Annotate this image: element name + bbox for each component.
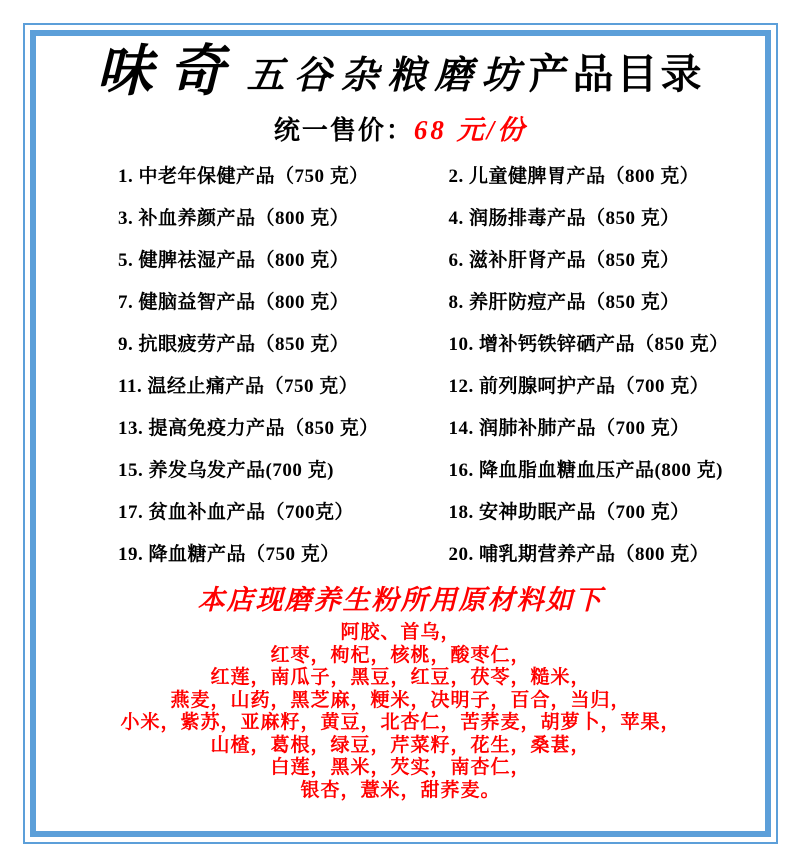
product-item-20: 20. 哺乳期营养产品（800 克）	[448, 543, 710, 565]
product-item-4: 4. 润肠排毒产品（850 克）	[448, 207, 680, 229]
product-item-19: 19. 降血糖产品（750 克）	[118, 543, 340, 565]
product-item-10: 10. 增补钙铁锌硒产品（850 克）	[448, 333, 729, 355]
brand-name: 味奇	[96, 41, 241, 103]
ingredients-line-3: 红莲，南瓜子，黑豆，红豆，茯苓，糙米，	[210, 667, 591, 688]
product-item-5: 5. 健脾祛湿产品（800 克）	[118, 249, 350, 271]
product-item-13: 13. 提高免疫力产品（850 克）	[118, 417, 379, 439]
product-item-6: 6. 滋补肝肾产品（850 克）	[448, 249, 680, 271]
page-content	[37, 37, 764, 830]
ingredients-heading: 本店现磨养生粉所用原材料如下	[197, 585, 604, 615]
product-item-2: 2. 儿童健脾胃产品（800 克）	[448, 165, 700, 187]
price-line	[37, 113, 764, 147]
ingredients-line-4: 燕麦，山药，黑芝麻，粳米，决明子，百合，当归，	[170, 689, 631, 711]
product-item-12: 12. 前列腺呵护产品（700 克）	[448, 375, 710, 397]
ingredients-line-7: 白莲，黑米，芡实，南杏仁，	[270, 757, 531, 778]
ingredients-line-2: 红枣，枸杞，核桃，酸枣仁，	[270, 644, 531, 666]
product-item-14: 14. 润肺补肺产品（700 克）	[448, 417, 690, 439]
product-item-17: 17. 贫血补血产品（700克）	[118, 501, 355, 523]
title-mill-text: 五谷杂粮磨坊	[246, 55, 529, 97]
ingredients-line-1: 阿胶、首乌，	[340, 622, 461, 643]
price-value: 68 元/份	[413, 115, 528, 145]
title-catalog-text: 产品目录	[528, 51, 705, 97]
product-item-3: 3. 补血养颜产品（800 克）	[118, 207, 350, 229]
product-item-9: 9. 抗眼疲劳产品（850 克）	[118, 333, 350, 355]
ingredients-line-6: 山楂，葛根，绿豆，芹菜籽，花生，桑葚，	[210, 734, 591, 756]
product-item-8: 8. 养肝防痘产品（850 克）	[448, 291, 680, 313]
price-label: 统一售价：	[273, 116, 414, 145]
ingredients-line-5: 小米，紫苏，亚麻籽，黄豆，北杏仁，苦荞麦，胡萝卜，苹果，	[120, 712, 681, 733]
page-title	[37, 39, 764, 105]
product-item-1: 1. 中老年保健产品（750 克）	[118, 165, 369, 187]
ingredients-list	[37, 622, 764, 802]
product-item-18: 18. 安神助眠产品（700 克）	[448, 501, 690, 523]
product-item-7: 7. 健脑益智产品（800 克）	[118, 291, 350, 313]
ingredients-line-8: 银杏，薏米，甜荞麦。	[300, 779, 501, 801]
product-item-16: 16. 降血脂血糖血压产品(800 克)	[448, 459, 723, 481]
product-list	[37, 153, 764, 573]
product-item-11: 11. 温经止痛产品（750 克）	[118, 375, 359, 397]
product-item-15: 15. 养发乌发产品(700 克)	[118, 459, 334, 481]
